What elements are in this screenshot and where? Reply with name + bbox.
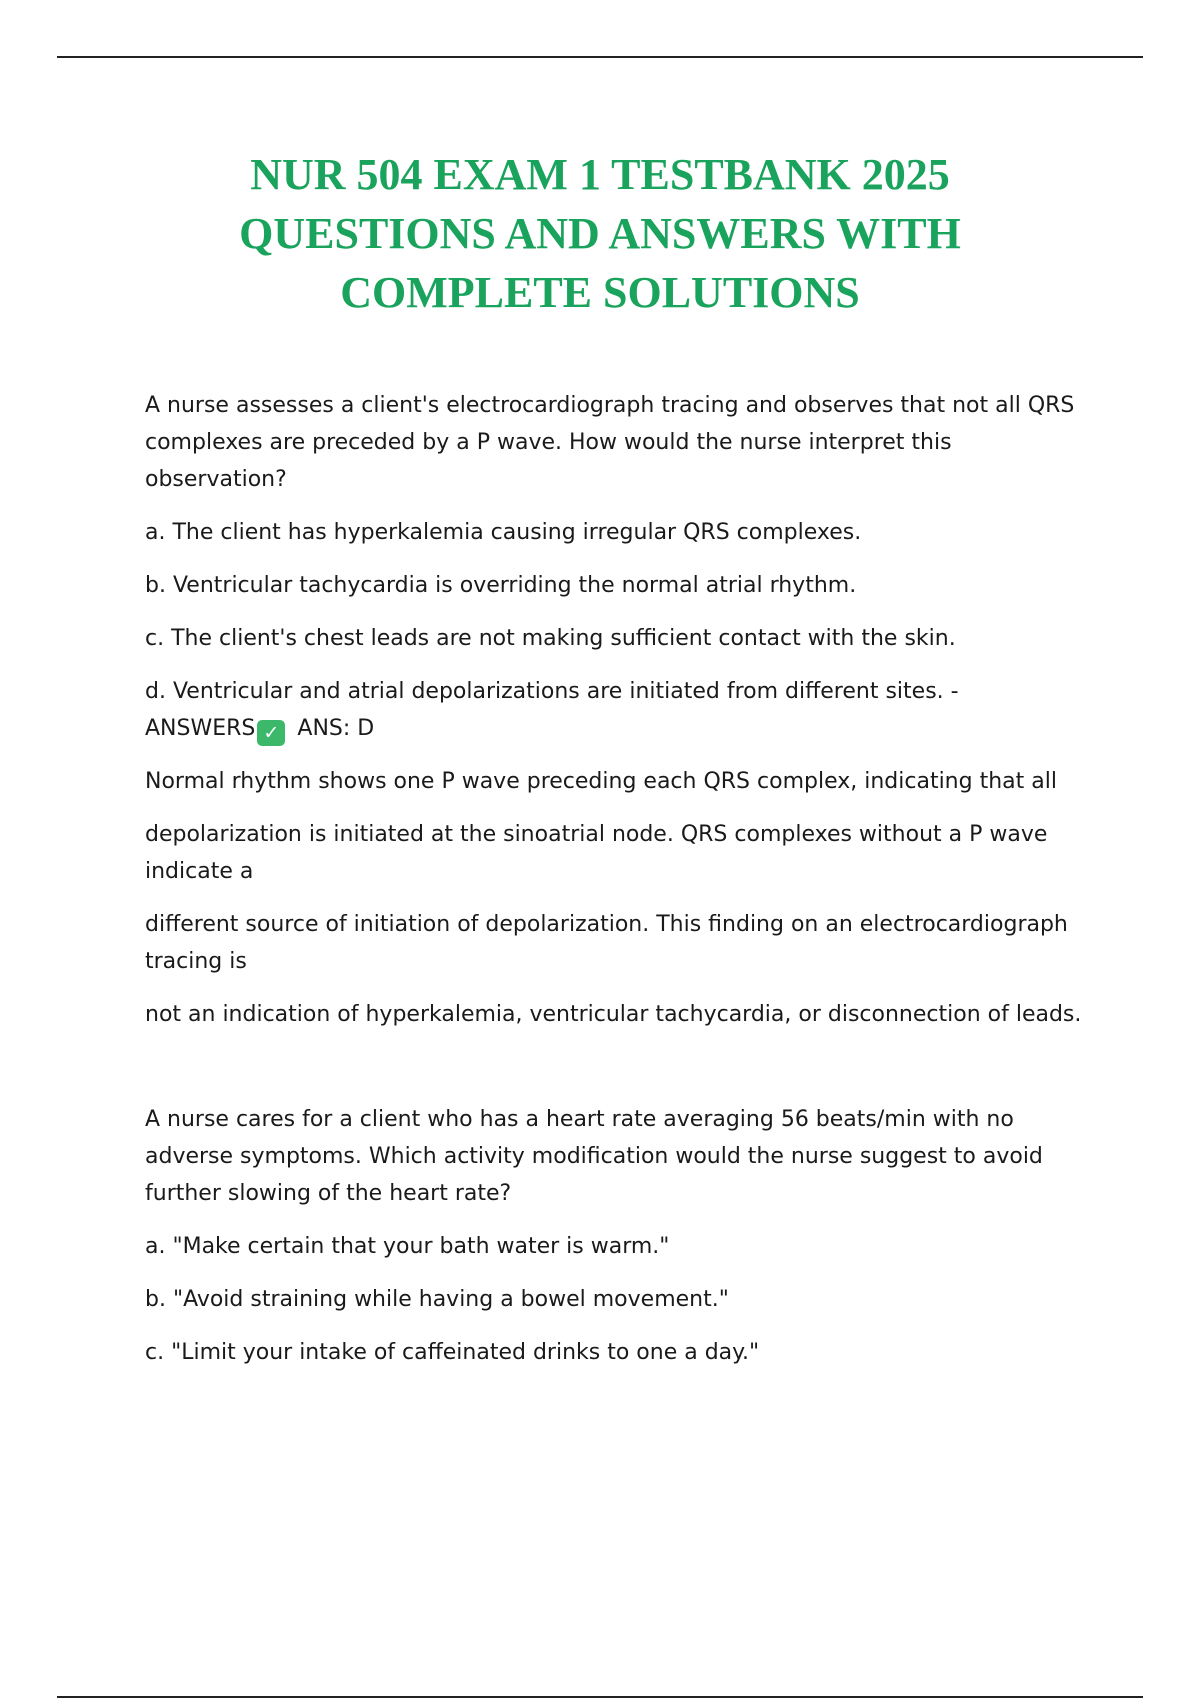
title-line-2: QUESTIONS AND ANSWERS WITH: [239, 209, 961, 258]
rationale-line-1: Normal rhythm shows one P wave preceding each QRS complex, indicating that all: [145, 769, 1057, 794]
answers-label: ANSWERS: [145, 716, 256, 741]
document-body: [145, 387, 1095, 1387]
question-1-option-b: b. Ventricular tachycardia is overriding the normal atrial rhythm.: [145, 573, 857, 598]
check-box-icon: ✓: [257, 720, 285, 746]
question-2-option-b: b. "Avoid straining while having a bowel movement.": [145, 1287, 729, 1312]
question-1: [145, 387, 1095, 1033]
document-title: [100, 145, 1100, 322]
question-2-stem: A nurse cares for a client who has a heart rate averaging 56 beats/min with no adverse symptoms. Which activity modification would the nurse suggest to avoid further slowing of the heart rate?: [145, 1107, 1043, 1206]
question-1-option-d-answer: [145, 673, 1095, 747]
question-2: [145, 1101, 1095, 1371]
title-line-1: NUR 504 EXAM 1 TESTBANK 2025: [250, 150, 950, 199]
top-rule: [57, 56, 1143, 58]
bottom-rule: [57, 1696, 1143, 1698]
question-1-stem: A nurse assesses a client's electrocardiograph tracing and observes that not all QRS complexes are preceded by a P wave. How would the nurse interpret this observation?: [145, 393, 1075, 492]
question-1-option-c: c. The client's chest leads are not making sufficient contact with the skin.: [145, 626, 956, 651]
question-1-option-d: d. Ventricular and atrial depolarizations are initiated from different sites. -: [145, 679, 959, 704]
question-1-option-a: a. The client has hyperkalemia causing irregular QRS complexes.: [145, 520, 862, 545]
answer-key: ANS: D: [297, 716, 375, 741]
rationale-line-4: not an indication of hyperkalemia, ventricular tachycardia, or disconnection of leads.: [145, 1002, 1082, 1027]
rationale-line-2: depolarization is initiated at the sinoatrial node. QRS complexes without a P wave indicate a: [145, 822, 1048, 884]
question-2-option-a: a. "Make certain that your bath water is warm.": [145, 1234, 670, 1259]
rationale-line-3: different source of initiation of depolarization. This finding on an electrocardiograph tracing is: [145, 912, 1068, 974]
title-line-3: COMPLETE SOLUTIONS: [340, 268, 860, 317]
question-2-option-c: c. "Limit your intake of caffeinated drinks to one a day.": [145, 1340, 760, 1365]
